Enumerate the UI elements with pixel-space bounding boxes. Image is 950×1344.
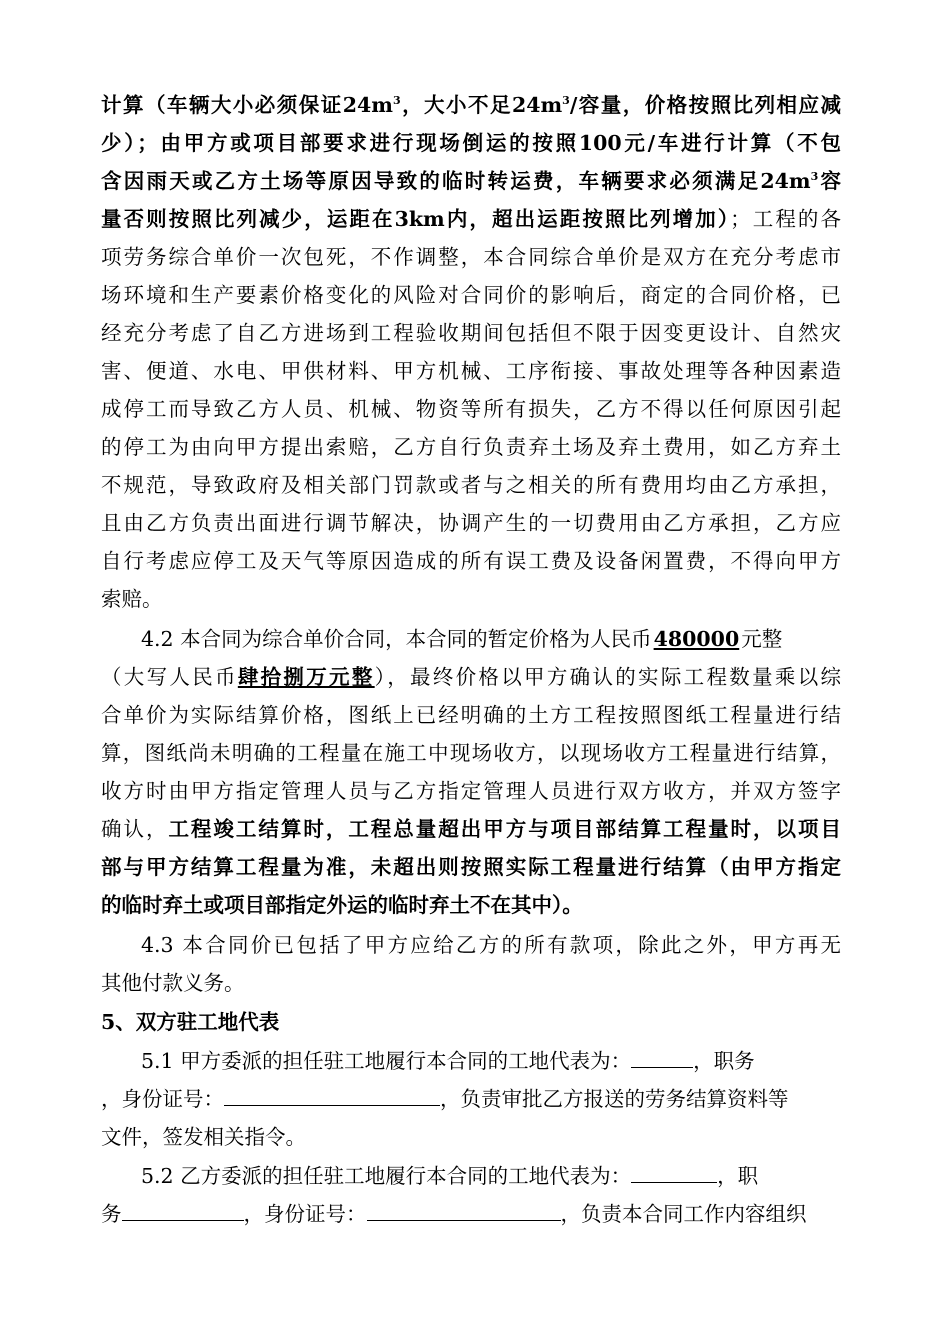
site-rep-a-id-blank[interactable]: [224, 1085, 440, 1106]
text-line: 索赔。: [101, 587, 163, 611]
section-heading: 5、双方驻工地代表: [101, 1010, 280, 1034]
text-line: （大写人民币肆拾捌万元整），最终价格以甲方确认的实际工程数量乘以综: [101, 665, 841, 689]
text-line: 成停工而导致乙方人员、机械、物资等所有损失，乙方不得以任何原因引起: [101, 397, 841, 421]
text-line: 部与甲方结算工程量为准，未超出则按照实际工程量进行结算（由甲方指定: [101, 855, 841, 879]
contract-amount-words: 肆拾捌万元整: [237, 665, 375, 689]
text-line: 确认，工程竣工结算时，工程总量超出甲方与项目部结算工程量时，以项目: [101, 817, 841, 841]
site-rep-b-id-blank[interactable]: [367, 1200, 561, 1221]
site-rep-a-name-blank[interactable]: [631, 1047, 693, 1068]
contract-amount: 480000: [653, 627, 740, 651]
clause-4-2-line: 4.2 本合同为综合单价合同，本合同的暂定价格为人民币480000元整: [141, 627, 783, 651]
clause-5-2-line: 5.2 乙方委派的担任驻工地履行本合同的工地代表为： ，职: [141, 1164, 759, 1188]
text-line: 经充分考虑了自乙方进场到工程验收期间包括但不限于因变更设计、自然灾: [101, 321, 841, 345]
text-line: 项劳务综合单价一次包死，不作调整，本合同综合单价是双方在充分考虑市: [101, 245, 841, 269]
text-line: 少）；由甲方或项目部要求进行现场倒运的按照100元/车进行计算（不包: [101, 131, 841, 155]
text-line: 不规范，导致政府及相关部门罚款或者与之相关的所有费用均由乙方承担，: [101, 473, 841, 497]
text-line: 含因雨天或乙方土场等原因导致的临时转运费，车辆要求必须满足$24m^3$容: [101, 169, 842, 193]
clause-5-1-line: 5.1 甲方委派的担任驻工地履行本合同的工地代表为： ，职务: [141, 1049, 755, 1073]
text-line: 算，图纸尚未明确的工程量在施工中现场收方，以现场收方工程量进行结算，: [101, 741, 841, 765]
clause-4-3-line: 4.3 本合同价已包括了甲方应给乙方的所有款项，除此之外，甲方再无: [141, 933, 841, 957]
text-line: 量否则按照比列减少，运距在3km内，超出运距按照比列增加）；工程的各: [101, 207, 841, 231]
site-rep-b-title-blank[interactable]: [122, 1200, 244, 1221]
text-line: 文件，签发相关指令。: [101, 1125, 306, 1149]
text-line: 收方时由甲方指定管理人员与乙方指定管理人员进行双方收方，并双方签字: [101, 779, 841, 803]
text-line: ，身份证号： ，负责审批乙方报送的劳务结算资料等: [101, 1087, 789, 1111]
text-line: 且由乙方负责出面进行调节解决，协调产生的一切费用由乙方承担，乙方应: [101, 511, 841, 535]
text-line: 务 ，身份证号： ，负责本合同工作内容组织: [101, 1202, 807, 1226]
text-line: 的临时弃土或项目部指定外运的临时弃土不在其中）。: [101, 893, 583, 917]
site-rep-b-name-blank[interactable]: [631, 1162, 717, 1183]
text-line: 的停工为由向甲方提出索赔，乙方自行负责弃土场及弃土费用，如乙方弃土: [101, 435, 841, 459]
text-line: 害、便道、水电、甲供材料、甲方机械、工序衔接、事故处理等各种因素造: [101, 359, 841, 383]
text-line: 自行考虑应停工及天气等原因造成的所有误工费及设备闲置费，不得向甲方: [101, 549, 841, 573]
text-line: 场环境和生产要素价格变化的风险对合同价的影响后，商定的合同价格，已: [101, 283, 841, 307]
text-line: 计算（车辆大小必须保证$24m^3$，大小不足$24m^3/$容量，价格按照比列相应减: [101, 93, 841, 117]
text-line: 其他付款义务。: [101, 971, 245, 995]
text-line: 合单价为实际结算价格，图纸上已经明确的土方工程按照图纸工程量进行结: [101, 703, 841, 727]
